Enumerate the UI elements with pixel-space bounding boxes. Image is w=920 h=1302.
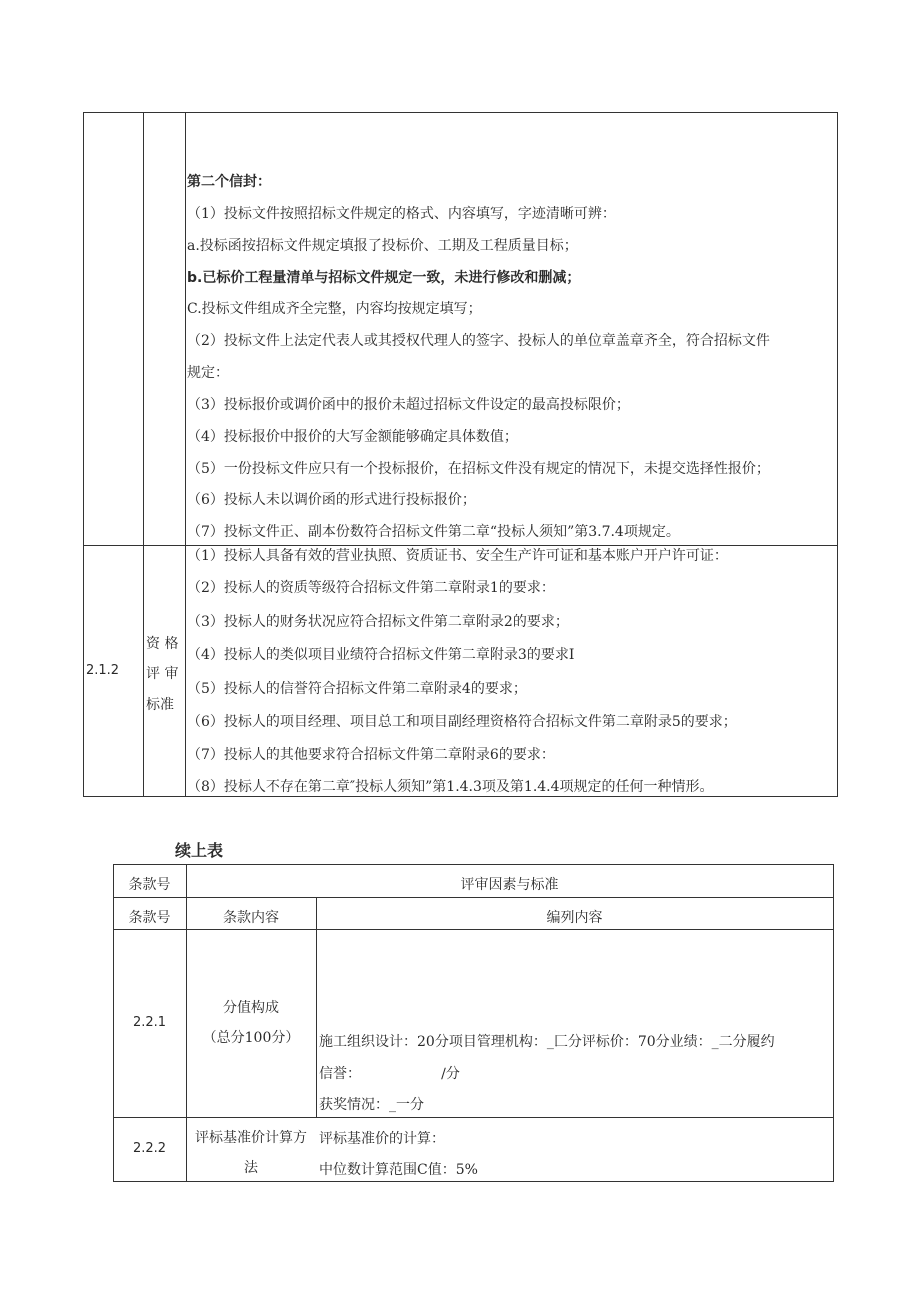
qualification-item: （8）投标人不存在第二章″投标人须知”第1.4.3项及第1.4.4项规定的任何一种情形。 xyxy=(187,779,714,795)
table-2-border-right xyxy=(833,864,834,1182)
row-detail: 评标基准价的计算： xyxy=(319,1131,445,1147)
qualification-item: （6）投标人的项目经理、项目总工和项目副经理资格符合招标文件第二章附录5的要求； xyxy=(187,714,737,730)
row-content: 法 xyxy=(244,1160,258,1176)
row-number: 2.1.2 xyxy=(86,663,120,678)
envelope-item: （7）投标文件正、副本份数符合招标文件第二章“投标人须知”第3.7.4项规定。 xyxy=(187,524,680,540)
row-number: 2.2.1 xyxy=(132,1015,167,1030)
header-clause-number: 条款号 xyxy=(128,910,171,926)
envelope-item: （3）投标报价或调价函中的报价未超过招标文件设定的最高投标限价； xyxy=(187,397,630,413)
row-number: 2.2.2 xyxy=(132,1141,167,1156)
row-detail: 施工组织设计：20分项目管理机构：_匚分评标价：70分业绩：_二分履约 xyxy=(319,1034,775,1050)
row-detail: 中位数计算范围C值：5% xyxy=(319,1162,478,1178)
header-listed-content: 编列内容 xyxy=(546,910,603,926)
row-detail: 信誉： ∕分 xyxy=(319,1066,460,1082)
envelope-item: （4）投标报价中报价的大写金额能够确定具体数值； xyxy=(187,429,518,445)
qualification-item: （5）投标人的信誉符合招标文件第二章附录4的要求； xyxy=(187,681,527,697)
table-2-border-top xyxy=(113,864,834,865)
qualification-item: （1）投标人具备有效的营业执照、资质证书、安全生产许可证和基本账户开户许可证： xyxy=(187,548,728,564)
header-clause-number: 条款号 xyxy=(128,877,171,893)
qualification-item: （3）投标人的财务状况应符合招标文件第二章附录2的要求； xyxy=(187,614,569,630)
table-2-row-divider xyxy=(113,1117,834,1118)
row-content: 分值构成 xyxy=(223,1000,279,1016)
qualification-item: （7）投标人的其他要求符合招标文件第二章附录6的要求： xyxy=(187,747,555,763)
envelope-item: （2）投标文件上法定代表人或其授权代理人的签字、投标人的单位章盖章齐全，符合招标文件 xyxy=(187,333,770,349)
envelope-heading: 第二个信封： xyxy=(187,174,271,190)
continued-title: 续上表 xyxy=(175,841,224,860)
row-detail: 获奖情况：_一分 xyxy=(319,1097,424,1113)
table-2-row-divider xyxy=(113,897,834,898)
qualification-item: （2）投标人的资质等级符合招标文件第二章附录1的要求： xyxy=(187,580,555,596)
header-clause-content: 条款内容 xyxy=(223,910,279,926)
row-label: 评 审 xyxy=(146,666,179,682)
row-label: 资 格 xyxy=(146,636,179,652)
table-2-row-divider xyxy=(113,929,834,930)
row-label: 标准 xyxy=(146,697,174,713)
row-content: （总分100分） xyxy=(202,1030,300,1046)
envelope-item: （6）投标人未以调价函的形式进行投标报价； xyxy=(187,492,476,508)
header-review-factors: 评审因素与标准 xyxy=(460,877,559,893)
envelope-item: C.投标文件组成齐全完整，内容均按规定填写； xyxy=(187,301,482,317)
table-2-col-divider-2 xyxy=(316,897,317,1118)
envelope-item: b.已标价工程量清单与招标文件规定一致，未进行修改和删减； xyxy=(187,270,581,286)
row-content: 评标基准价计算方 xyxy=(195,1130,307,1146)
table-2-border-bottom xyxy=(113,1181,834,1182)
envelope-item: （1）投标文件按照招标文件规定的格式、内容填写，字迹清晰可辨： xyxy=(187,206,616,222)
envelope-item: （5）一份投标文件应只有一个投标报价，在招标文件没有规定的情况下，未提交选择性报价； xyxy=(187,461,770,477)
qualification-item: （4）投标人的类似项目业绩符合招标文件第二章附录3的要求I xyxy=(187,647,575,663)
envelope-item: 规定： xyxy=(187,365,229,381)
envelope-item: a.投标函按招标文件规定填报了投标价、工期及工程质量目标； xyxy=(187,238,578,254)
